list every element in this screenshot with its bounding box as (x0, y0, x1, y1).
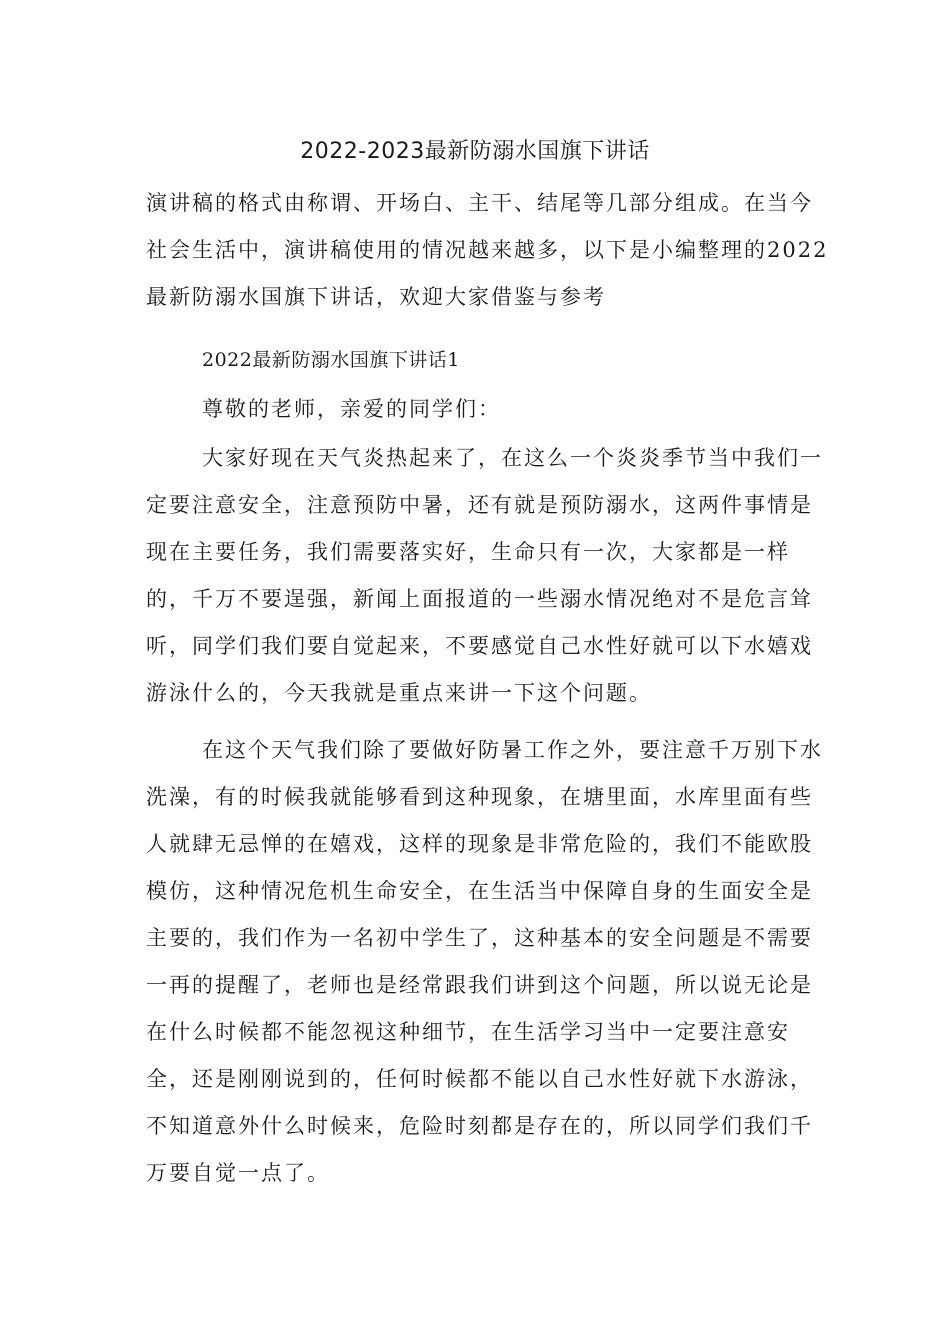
paragraph-line: 大家好现在天气炎热起来了，在这么一个炎炎季节当中我们一 (202, 446, 823, 470)
intro-paragraph (146, 180, 829, 321)
paragraph-line: 万要自觉一点了。 (146, 1161, 330, 1185)
paragraph-line: 一再的提醒了，老师也是经常跟我们讲到这个问题，所以说无论是 (146, 973, 813, 997)
intro-line: 最新防溺水国旗下讲话，欢迎大家借鉴与参考 (146, 285, 606, 309)
section-heading: 2022最新防溺水国旗下讲话1 (202, 349, 460, 371)
paragraph-line: 的，千万不要逞强，新闻上面报道的一些溺水情况绝对不是危言耸 (146, 587, 813, 611)
intro-line: 演讲稿的格式由称谓、开场白、主干、结尾等几部分组成。在当今 (146, 191, 813, 215)
intro-line: 社会生活中，演讲稿使用的情况越来越多，以下是小编整理的2022 (146, 238, 829, 262)
paragraph-line: 现在主要任务，我们需要落实好，生命只有一次，大家都是一样 (146, 540, 790, 564)
paragraph-line: 全，还是刚刚说到的，任何时候都不能以自己水性好就下水游泳， (146, 1067, 813, 1091)
document-body (146, 180, 829, 1197)
paragraph-line: 听，同学们我们要自觉起来，不要感觉自己水性好就可以下水嬉戏 (146, 634, 813, 658)
paragraph-line: 游泳什么的，今天我就是重点来讲一下这个问题。 (146, 681, 652, 705)
paragraph-line: 人就肆无忌惮的在嬉戏，这样的现象是非常危险的，我们不能欧股 (146, 832, 813, 856)
paragraph-line: 定要注意安全，注意预防中暑，还有就是预防溺水，这两件事情是 (146, 493, 813, 517)
body-paragraph-1 (146, 435, 823, 717)
paragraph-line: 模仿，这种情况危机生命安全，在生活当中保障自身的生面安全是 (146, 879, 813, 903)
paragraph-line: 不知道意外什么时候来，危险时刻都是存在的，所以同学们我们千 (146, 1114, 813, 1138)
paragraph-line: 洗澡，有的时候我就能够看到这种现象，在塘里面，水库里面有些 (146, 785, 813, 809)
paragraph-line: 在这个天气我们除了要做好防暑工作之外，要注意千万别下水 (202, 738, 823, 762)
salutation: 尊敬的老师，亲爱的同学们： (202, 397, 501, 421)
document-title: 2022-2023最新防溺水国旗下讲话 (300, 139, 650, 164)
paragraph-line: 在什么时候都不能忽视这种细节，在生活学习当中一定要注意安 (146, 1020, 790, 1044)
body-paragraph-2 (146, 727, 823, 1197)
paragraph-line: 主要的，我们作为一名初中学生了，这种基本的安全问题是不需要 (146, 926, 813, 950)
